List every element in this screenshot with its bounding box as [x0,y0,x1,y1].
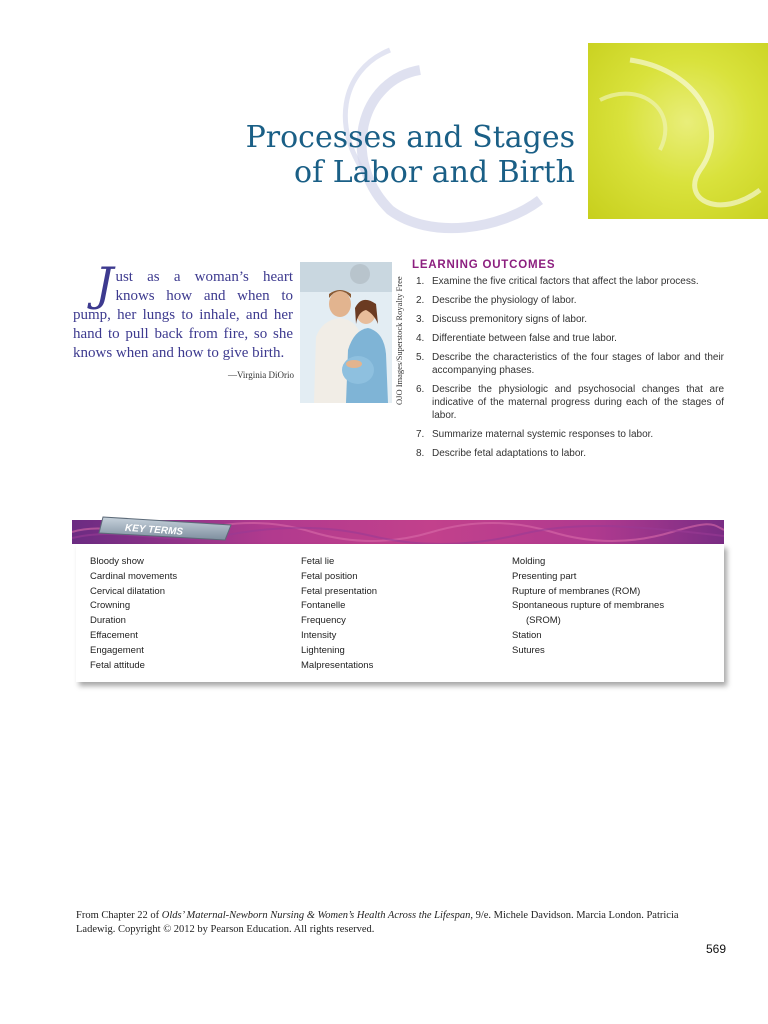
list-item: Lightening [301,644,345,656]
item-text: Describe the characteristics of the four stages of labor and their accompanying phases. [432,352,724,376]
list-item: Fetal position [301,570,358,582]
key-terms-tab [97,513,237,543]
couple-photo [300,262,392,403]
citation-suffix: , 9/e. Michele Davidson. Marcia London. Patricia Ladewig. Copyright © 2012 by Pearson Education. All rights reserved. [76,910,679,935]
learning-outcomes-list [416,275,724,466]
list-item [416,447,724,460]
list-item: Spontaneous rupture of membranes [512,600,665,612]
key-terms-column-1 [90,555,177,673]
item-text: Differentiate between false and true labor. [432,333,617,344]
drop-cap: J [95,257,114,311]
list-item: Fetal lie [301,556,335,567]
item-text: Summarize maternal systemic responses to labor. [432,429,654,440]
learning-outcomes-heading: LEARNING OUTCOMES [412,259,556,271]
list-item: Fetal attitude [90,659,145,671]
list-item: Presenting part [512,570,577,582]
list-item: Effacement [90,629,138,641]
item-number: 7. [416,429,425,440]
list-item: Cervical dilatation [90,585,165,597]
quote-text: ust as a woman’s heart knows how and when to pump, her lungs to inhale, and her hand to pull back from fire, so she knows when and how to give birth. [73,269,293,361]
list-item [416,313,724,326]
list-item: Fontanelle [301,600,346,612]
item-number: 8. [416,448,425,459]
source-citation [76,909,716,937]
list-item [416,428,724,441]
citation-prefix: From Chapter 22 of [76,910,162,921]
list-item: (SROM) [526,615,561,627]
list-item: Molding [512,556,546,567]
list-item: Rupture of membranes (ROM) [512,585,641,597]
list-item: Sutures [512,644,545,656]
page-title [170,120,575,190]
photo-credit: OJO Images/Superstock Royalty Free [394,276,404,405]
key-terms-column-3 [512,555,712,659]
book-title: Olds’ Maternal-Newborn Nursing & Women’s Health Across the Lifespan [161,910,471,921]
page-number: 569 [706,942,727,956]
list-item: Fetal presentation [301,585,378,597]
title-line-2: of Labor and Birth [294,155,575,190]
epigraph-quote [73,257,293,363]
item-number: 6. [416,384,425,395]
list-item: Crowning [90,600,131,612]
title-line-1: Processes and Stages [245,120,575,155]
list-item: Malpresentations [301,659,374,671]
item-number: 2. [416,295,425,306]
item-number: 4. [416,333,425,344]
list-item [416,383,724,422]
key-terms-label: KEY TERMS [124,522,184,538]
key-terms-column-2 [301,555,377,673]
list-item: Frequency [301,615,346,627]
item-text: Describe the physiologic and psychosocial changes that are indicative of the maternal progress during each of the stages of labor. [432,384,724,421]
list-item: Bloody show [90,556,144,567]
item-number: 3. [416,314,425,325]
list-item [416,275,724,288]
item-number: 1. [416,276,425,287]
list-item: Cardinal movements [90,570,178,582]
item-text: Describe the physiology of labor. [432,295,577,306]
list-item [416,294,724,307]
list-item: Engagement [90,644,144,656]
quote-attribution: —Virginia DiOrio [227,370,294,380]
item-text: Discuss premonitory signs of labor. [432,314,588,325]
item-number: 5. [416,352,425,363]
list-item [416,351,724,377]
list-item: Duration [90,615,126,627]
item-text: Examine the five critical factors that affect the labor process. [432,276,699,287]
list-item: Station [512,629,542,641]
list-item [416,332,724,345]
item-text: Describe fetal adaptations to labor. [432,448,586,459]
list-item: Intensity [301,629,337,641]
key-terms-box [76,544,724,682]
